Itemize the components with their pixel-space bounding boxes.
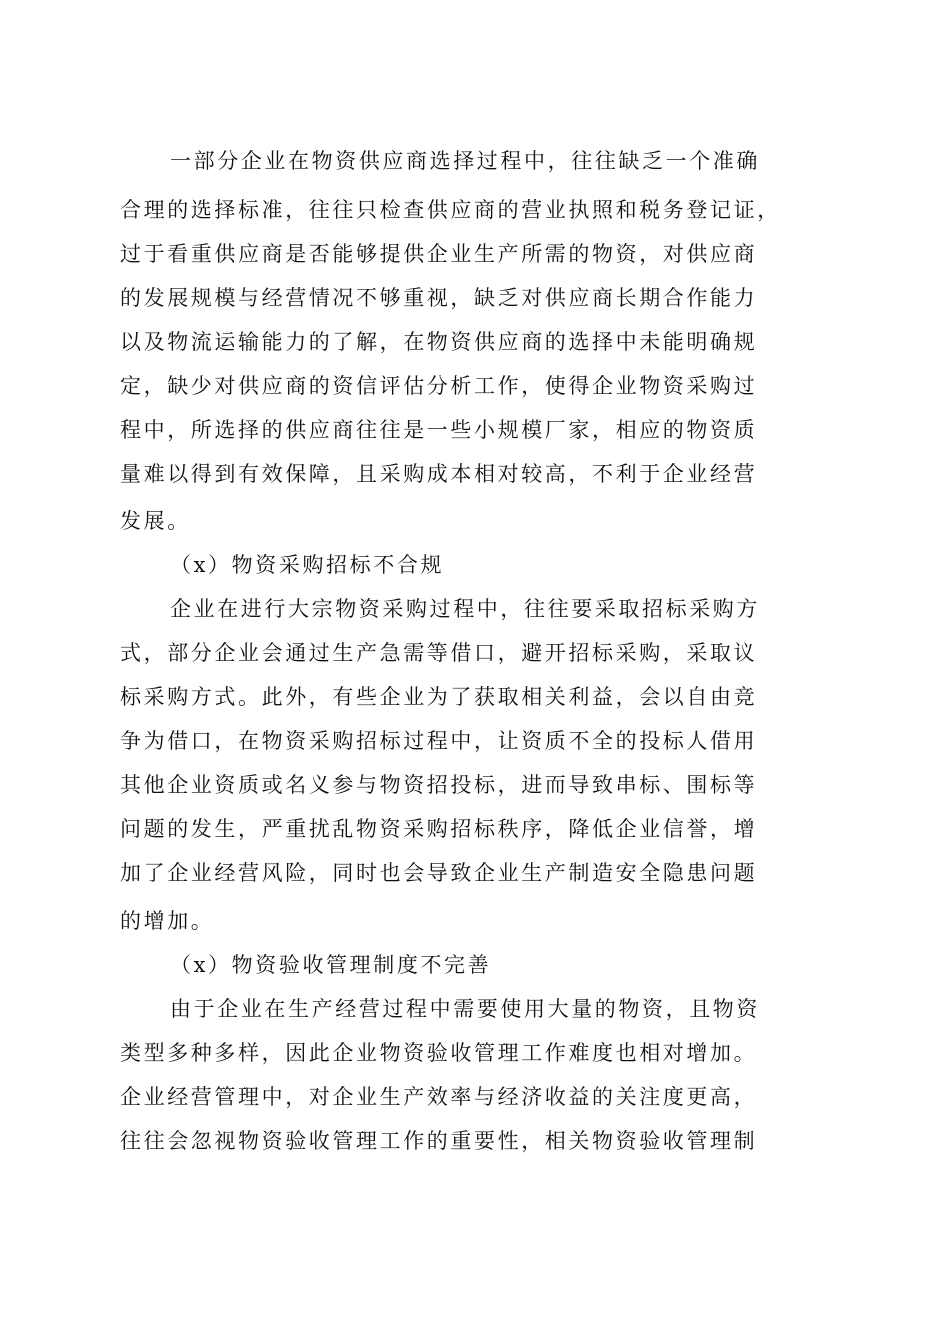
paragraph-1-line: 一部分企业在物资供应商选择过程中，往往缺乏一个准确 — [170, 149, 760, 173]
paragraph-1-line: 过于看重供应商是否能够提供企业生产所需的物资，对供应商 — [120, 242, 758, 266]
paragraph-1-line: 合理的选择标准，往往只检查供应商的营业执照和税务登记证， — [120, 198, 781, 222]
paragraph-2-line: 式，部分企业会通过生产急需等借口，避开招标采购，采取议 — [120, 641, 758, 665]
paragraph-2-line: 争为借口，在物资采购招标过程中，让资质不全的投标人借用 — [120, 729, 758, 753]
section-heading: （x）物资验收管理制度不完善 — [170, 953, 492, 977]
paragraph-1-line: 发展。 — [120, 509, 191, 533]
paragraph-2-line: 其他企业资质或名义参与物资招投标，进而导致串标、围标等 — [120, 773, 758, 797]
paragraph-2-line: 的增加。 — [120, 909, 215, 933]
paragraph-1-line: 以及物流运输能力的了解，在物资供应商的选择中未能明确规 — [120, 330, 758, 354]
paragraph-1-line: 程中，所选择的供应商往往是一些小规模厂家，相应的物资质 — [120, 418, 758, 442]
paragraph-1-line: 定，缺少对供应商的资信评估分析工作，使得企业物资采购过 — [120, 374, 758, 398]
paragraph-2-line: 企业在进行大宗物资采购过程中，往往要采取招标采购方 — [170, 597, 760, 621]
paragraph-2-line: 问题的发生，严重扰乱物资采购招标秩序，降低企业信誉，增 — [120, 817, 758, 841]
paragraph-1-line: 量难以得到有效保障，且采购成本相对较高，不利于企业经营 — [120, 462, 758, 486]
paragraph-1-line: 的发展规模与经营情况不够重视，缺乏对供应商长期合作能力 — [120, 286, 758, 310]
section-heading: （x）物资采购招标不合规 — [170, 553, 445, 577]
paragraph-3-line: 企业经营管理中，对企业生产效率与经济收益的关注度更高， — [120, 1085, 758, 1109]
paragraph-3-line: 类型多种多样，因此企业物资验收管理工作难度也相对增加。 — [120, 1041, 758, 1065]
paragraph-2-line: 加了企业经营风险，同时也会导致企业生产制造安全隐患问题 — [120, 861, 758, 885]
paragraph-3-line: 由于企业在生产经营过程中需要使用大量的物资，且物资 — [170, 997, 760, 1021]
paragraph-3-line: 往往会忽视物资验收管理工作的重要性，相关物资验收管理制 — [120, 1129, 758, 1153]
paragraph-2-line: 标采购方式。此外，有些企业为了获取相关利益，会以自由竞 — [120, 685, 758, 709]
